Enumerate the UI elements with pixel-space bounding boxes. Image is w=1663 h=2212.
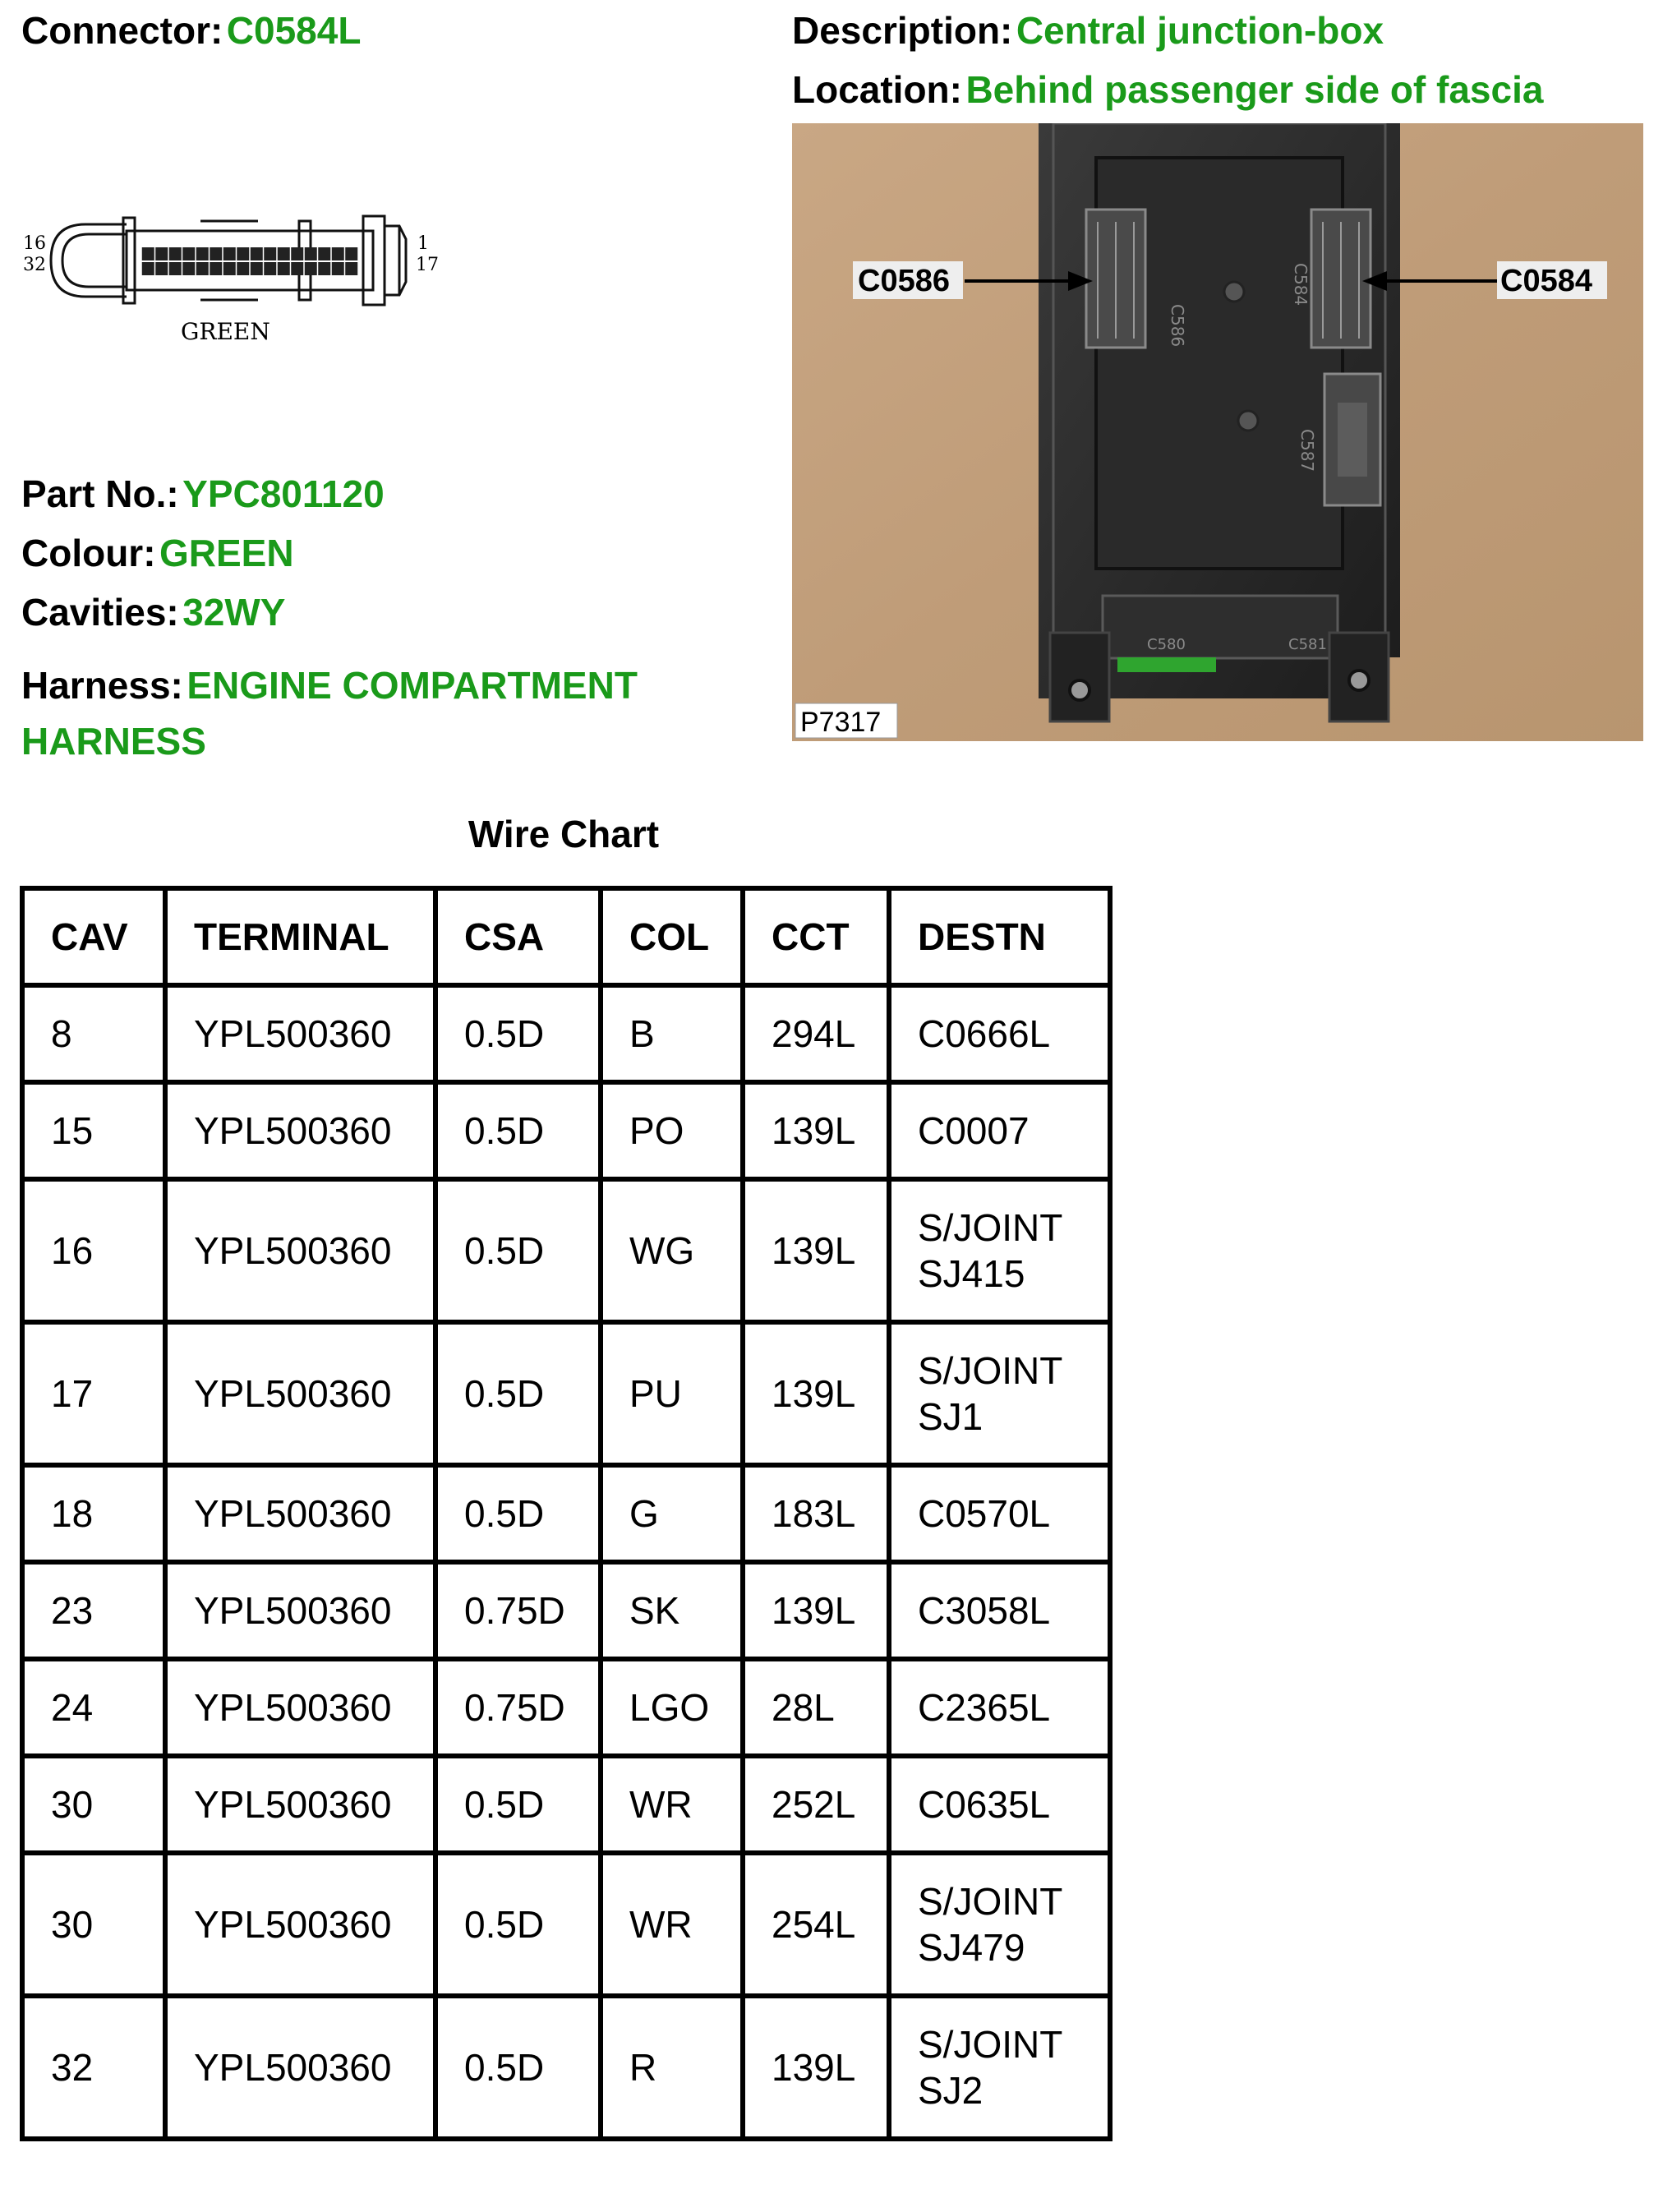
table-row [22, 1659, 1110, 1756]
header-destn: DESTN [889, 888, 1110, 985]
colour-field [21, 531, 294, 575]
pin-label-top-left: 16 [23, 233, 46, 254]
description-field [792, 8, 1384, 53]
connector-label: Connector: [21, 9, 223, 52]
connector-field [21, 8, 361, 53]
cell-destn: S/JOINT SJ415 [889, 1179, 1110, 1322]
part-no-label: Part No.: [21, 472, 179, 515]
connector-diagram [20, 210, 447, 357]
cell-csa: 0.5D [435, 1756, 601, 1853]
diagram-caption: GREEN [181, 318, 270, 345]
cell-destn: C0007 [889, 1082, 1110, 1179]
cell-cct: 294L [743, 985, 889, 1082]
harness-value: ENGINE COMPARTMENT HARNESS [21, 664, 638, 763]
table-row [22, 1996, 1110, 2139]
cell-col: R [601, 1996, 743, 2139]
location-field [792, 67, 1543, 112]
cell-cct: 139L [743, 1082, 889, 1179]
callout-c0584: C0584 [1500, 264, 1592, 298]
cell-terminal: YPL500360 [165, 1853, 435, 1996]
cell-cct: 139L [743, 1996, 889, 2139]
cell-cct: 252L [743, 1756, 889, 1853]
table-row [22, 1756, 1110, 1853]
cell-destn: S/JOINT SJ2 [889, 1996, 1110, 2139]
table-row [22, 1853, 1110, 1996]
cell-terminal: YPL500360 [165, 1179, 435, 1322]
cell-csa: 0.5D [435, 1179, 601, 1322]
cell-destn: C2365L [889, 1659, 1110, 1756]
cell-cav: 18 [22, 1465, 165, 1562]
header-terminal: TERMINAL [165, 888, 435, 985]
cavities-field [21, 590, 285, 634]
cavities-label: Cavities: [21, 591, 179, 634]
cell-col: WR [601, 1756, 743, 1853]
cell-csa: 0.5D [435, 1996, 601, 2139]
cell-terminal: YPL500360 [165, 985, 435, 1082]
mark-c581: C581 [1288, 636, 1327, 653]
header-cav: CAV [22, 888, 165, 985]
colour-label: Colour: [21, 532, 156, 574]
cell-cav: 32 [22, 1996, 165, 2139]
cell-terminal: YPL500360 [165, 1659, 435, 1756]
wire-chart-title: Wire Chart [468, 813, 660, 855]
cell-destn: C3058L [889, 1562, 1110, 1659]
cell-csa: 0.5D [435, 985, 601, 1082]
description-label: Description: [792, 9, 1013, 52]
header-cct: CCT [743, 888, 889, 985]
wire-chart-header-row [22, 888, 1110, 985]
cell-col: PU [601, 1322, 743, 1465]
location-value: Behind passenger side of fascia [965, 68, 1544, 111]
part-no-field [21, 472, 385, 516]
table-row [22, 1082, 1110, 1179]
table-row [22, 1179, 1110, 1322]
cell-col: WG [601, 1179, 743, 1322]
pin-label-bottom-right: 17 [416, 255, 439, 275]
cell-destn: S/JOINT SJ479 [889, 1853, 1110, 1996]
cell-destn: C0666L [889, 985, 1110, 1082]
cell-terminal: YPL500360 [165, 1082, 435, 1179]
cell-csa: 0.5D [435, 1322, 601, 1465]
cell-col: SK [601, 1562, 743, 1659]
cell-cct: 139L [743, 1322, 889, 1465]
junction-box-photo [792, 123, 1643, 741]
cell-col: LGO [601, 1659, 743, 1756]
cell-csa: 0.5D [435, 1853, 601, 1996]
cell-cav: 30 [22, 1756, 165, 1853]
cell-cct: 28L [743, 1659, 889, 1756]
connector-value: C0584L [226, 9, 362, 52]
harness-label: Harness: [21, 664, 183, 707]
description-value: Central junction-box [1016, 9, 1384, 52]
table-row [22, 985, 1110, 1082]
table-row [22, 1322, 1110, 1465]
cell-terminal: YPL500360 [165, 1756, 435, 1853]
cell-cav: 23 [22, 1562, 165, 1659]
cell-cav: 30 [22, 1853, 165, 1996]
cell-cav: 17 [22, 1322, 165, 1465]
cell-cct: 139L [743, 1179, 889, 1322]
header-csa: CSA [435, 888, 601, 985]
cell-col: B [601, 985, 743, 1082]
callout-c0586: C0586 [858, 264, 950, 298]
location-label: Location: [792, 68, 962, 111]
green-connector [1117, 657, 1216, 672]
cell-cct: 183L [743, 1465, 889, 1562]
photo-ref: P7317 [800, 707, 882, 738]
cell-destn: C0570L [889, 1465, 1110, 1562]
mark-c584: C584 [1291, 263, 1311, 306]
cell-csa: 0.5D [435, 1465, 601, 1562]
colour-value: GREEN [159, 532, 294, 574]
harness-field [21, 662, 761, 774]
mark-c580: C580 [1147, 636, 1186, 653]
cell-destn: S/JOINT SJ1 [889, 1322, 1110, 1465]
cell-terminal: YPL500360 [165, 1322, 435, 1465]
mark-c587: C587 [1297, 429, 1317, 472]
table-row [22, 1562, 1110, 1659]
cell-csa: 0.75D [435, 1562, 601, 1659]
table-row [22, 1465, 1110, 1562]
cell-terminal: YPL500360 [165, 1465, 435, 1562]
cell-cct: 254L [743, 1853, 889, 1996]
cell-cav: 24 [22, 1659, 165, 1756]
cell-cav: 15 [22, 1082, 165, 1179]
mark-c586: C586 [1168, 304, 1187, 348]
cell-cct: 139L [743, 1562, 889, 1659]
wire-chart-table [20, 886, 1113, 2141]
part-no-value: YPC801120 [182, 472, 385, 515]
cell-cav: 16 [22, 1179, 165, 1322]
cell-col: G [601, 1465, 743, 1562]
cell-csa: 0.75D [435, 1659, 601, 1756]
pin-label-bottom-left: 32 [23, 255, 46, 275]
cell-cav: 8 [22, 985, 165, 1082]
cell-terminal: YPL500360 [165, 1562, 435, 1659]
cell-destn: C0635L [889, 1756, 1110, 1853]
header-col: COL [601, 888, 743, 985]
cell-col: WR [601, 1853, 743, 1996]
cavities-value: 32WY [182, 591, 286, 634]
cell-csa: 0.5D [435, 1082, 601, 1179]
cell-col: PO [601, 1082, 743, 1179]
cell-terminal: YPL500360 [165, 1996, 435, 2139]
pin-label-top-right: 1 [417, 233, 429, 254]
